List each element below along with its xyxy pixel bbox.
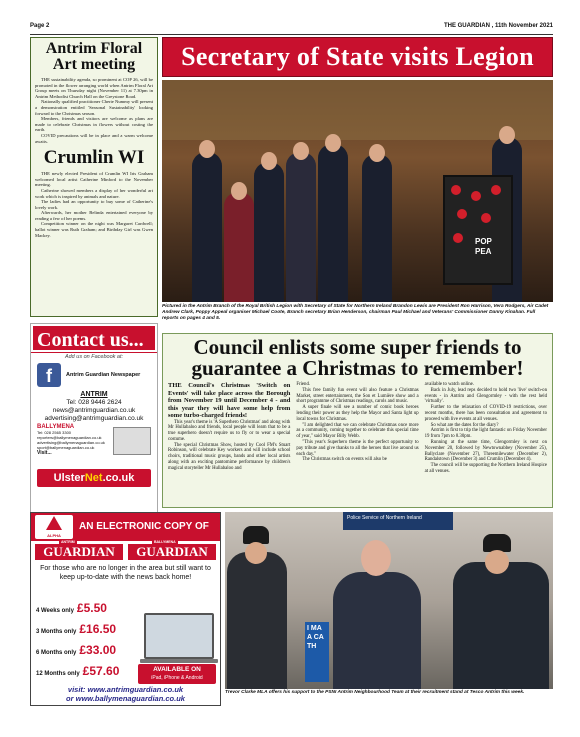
photo-mla [333, 572, 421, 689]
crumlin-paragraph: Catherine showed members a display of her wonderful art work which is inspired by animals and nature. [35, 187, 153, 199]
price-row: 6 Months only £33.00 [36, 643, 117, 657]
psni-photo [225, 512, 553, 689]
alpha-logo [35, 515, 73, 539]
council-columns [168, 382, 547, 475]
photo-person [286, 152, 316, 302]
antrim-tel: Tel: 028 9446 2624 [66, 399, 122, 406]
floral-paragraph: COVID precautions will be in place and a warm welcome awaits. [35, 132, 153, 144]
price-list [36, 598, 119, 682]
poppy [491, 185, 501, 195]
council-paragraph: So what are the dates for the diary? [430, 422, 499, 428]
floral-paragraph: THE sustainability agenda, so prominent at COP 26, will be promoted in the flower arranging world when Antrim Floral Art Group meets on Thursday night (November 11) at 7.30pm in Antrim Methodist Church Hall on the Greystone Road. [35, 77, 153, 99]
ballymena-news-email[interactable]: reporters@ballymenaguardian.co.uk [37, 435, 102, 440]
contact-headline: Contact us... [31, 324, 157, 352]
ballymena-guardian-top: BALLYMENA [154, 540, 176, 544]
council-paragraph: The special Christmas Show, hosted by Cool FM's Stuart Robinson, will celebrate Key workers and will include school choirs, traditional music groups, bands and other local artists along with an exciting pantomime performance by children's magical storyteller Mr Hullabaloo and [168, 442, 291, 471]
price-value: £33.00 [79, 643, 117, 657]
ballymena-name: BALLYMENA [37, 424, 75, 430]
available-platforms: iPad, iPhone & Android [151, 675, 203, 681]
photo-face [369, 144, 385, 162]
antrim-guardian-top: ANTRIM [61, 540, 75, 544]
left-column [30, 37, 158, 526]
crumlin-paragraph: Afterwards, her mother Belinda entertained everyone by reading a few of her poems. [35, 210, 153, 221]
crumlin-paragraph: The ladies had an opportunity to buy some of Catherine's lovely work. [35, 199, 153, 210]
council-paragraph: "This year's Superhero theme is the perfect opportunity to pay tribute and give thanks to all the heroes that live around us each day." [296, 439, 419, 457]
visit-label: Visit... [37, 450, 52, 456]
website-screenshot [113, 427, 151, 455]
photo-officer [227, 552, 287, 689]
council-headline: Council enlists some super friends to guarantee a Christmas to remember! [191, 335, 524, 380]
floral-paragraph: Members, friends and visitors are welcome as plans are made to celebrate Christmas in flowers without costing the earth. [35, 116, 153, 133]
ad-visit-links[interactable] [31, 685, 220, 703]
photo-person [318, 144, 348, 302]
facebook-icon[interactable]: f [37, 363, 61, 387]
poppy [471, 191, 481, 201]
poppy-board-text: POP PEA [475, 237, 492, 256]
photo-face [485, 550, 509, 574]
ulster-word: Ulster [53, 472, 85, 484]
secretary-headline: Secretary of State visits Legion [162, 37, 553, 77]
psni-banner: Police Service of Northern Ireland [343, 512, 453, 530]
ad-headline-text: AN ELECTRONIC COPY OF [79, 521, 209, 532]
photo-person [192, 152, 222, 302]
photo-face [293, 142, 309, 160]
alpha-label: ALPHA [47, 533, 61, 538]
legion-caption: Pictured in the Antrim Branch of the Royal British Legion with Secretary of State for Northern Ireland Brandon Lewis are President Ron Harrison, Vera Rodgers, Air Cadet Andrew Clark, Poppy Appeal organiser Michael Coote, Branch secretary Brian Henderson, chairman Paul Michael and Veterans' Commissioner Danny Kinahan. Full reports on pages 4 and 5. [162, 304, 549, 321]
council-paragraph: Back in July, lead reps decided to hold two 'live' switch-on events - in Antrim and Glengormley - with the rest held 'virtually'. [424, 387, 547, 405]
council-paragraph: Friend. [296, 382, 311, 387]
floral-paragraph: Nationally qualified practitioner Cherie Nummy will present a demonstration entitled 'Seasonal Sustainability' looking forward to the Christmas season. [35, 99, 153, 116]
council-paragraph: The council will be supporting the Northern Ireland Hospice at all venues. [424, 463, 547, 474]
contact-box [30, 323, 158, 526]
antrim-url[interactable]: visit: www.antrimguardian.co.uk [67, 685, 184, 694]
couk-word: .co.uk [102, 472, 135, 484]
available-badge [138, 664, 216, 684]
council-paragraph: This year's theme is 'A Superhero Christmas' and along with Mr Hullabaloo and friends, local people will learn that to be a true superhero doesn't require us to fly or to wear a special costume. [168, 419, 291, 442]
page-header [30, 23, 553, 35]
council-lead: THE Council's Christmas 'Switch on Events' will take place across the Borough from November 19 until December 4 - and this year they will have some help from some turbo-charged friends! [168, 382, 291, 419]
alpha-triangle-icon [46, 516, 62, 530]
photo-face [325, 134, 341, 152]
laptop-icon [144, 613, 214, 659]
council-paragraph: This free family fun event will also feature a Christmas Market, street entertainment, the Son et Lumière show and a short programme of Christmas readings, carols and music. [296, 387, 419, 405]
floral-article [30, 37, 158, 317]
facebook-row[interactable] [31, 360, 157, 390]
ad-intro: For those who are no longer in the area but still want to keep up-to-date with the news back home! [40, 565, 211, 581]
antrim-news-email[interactable]: news@antrimguardian.co.uk [52, 407, 136, 414]
crumlin-paragraph: Competition winner on the night was Margaret Cardwell; ballot winner was Ruth Graham; and Birthday Girl was Gwen Mackey. [35, 221, 153, 238]
photo-face [245, 542, 267, 564]
legion-photo [162, 80, 553, 302]
photo-person [254, 162, 284, 302]
crumlin-body [35, 171, 153, 238]
council-paragraph: "I am delighted that we can celebrate Christmas once more as a community, coming together to celebrate this special time of year," said Mayor Billy Webb. [296, 422, 419, 440]
poppy [453, 233, 463, 243]
price-value: £5.50 [76, 601, 107, 615]
fb-added-label: Add us on Facebook at: [64, 354, 124, 360]
facebook-name: Antrim Guardian Newspaper [66, 372, 141, 378]
paper-date: THE GUARDIAN , 11th November 2021 [443, 23, 553, 29]
poppy [481, 213, 491, 223]
ballymena-url[interactable]: or www.ballymenaguardian.co.uk [66, 694, 185, 703]
photo-wall [162, 80, 553, 140]
price-value: £16.50 [79, 622, 117, 636]
ballymena-sport-email[interactable]: sport@ballymenaguardian.co.uk [37, 445, 95, 450]
crumlin-headline: Crumlin WI [43, 147, 145, 169]
poppy [457, 209, 467, 219]
antrim-contact [31, 391, 157, 423]
price-row: 12 Months only £57.60 [36, 664, 120, 678]
electronic-copy-ad[interactable] [30, 512, 221, 706]
photo-face [199, 140, 215, 158]
council-column-2 [296, 382, 418, 475]
floral-body [35, 77, 153, 144]
council-paragraph: available to watch online. [424, 382, 474, 387]
council-paragraph: Antrim is first to trip the light fantastic on Friday November 19 from 7pm to 8.30pm. [424, 428, 547, 440]
council-column-3 [425, 382, 547, 475]
photo-face [261, 152, 277, 170]
page-number: Page 2 [30, 23, 50, 29]
poppy [451, 185, 461, 195]
laptop-base [140, 659, 218, 663]
antrim-name: ANTRIM [80, 391, 108, 398]
council-column-1 [168, 382, 290, 475]
psni-caption: Trevor Clarke MLA offers his support to the PSNI Antrim Neighbourhood Team at their recruitment stand at Tesco Antrim this week. [225, 690, 525, 695]
photo-officer [453, 562, 549, 689]
recruitment-screen: I MA A CA TH [305, 622, 329, 682]
council-paragraph: The Christmas switch on events will also be [302, 457, 387, 463]
net-word: Net [84, 472, 103, 484]
council-paragraph: Running at the same time, Glengormley is next on November 20, followed by Newtownabbey (November 25), Ballyclare (November 27), Threemilewater (December 2), Randalstown (December 3) and Crumlin (December 4). [424, 439, 547, 463]
ballymena-guardian-logo: BALLYMENA GUARDIAN [128, 544, 216, 560]
antrim-adv-email[interactable]: advertising@antrimguardian.co.uk [44, 415, 144, 422]
council-article [162, 333, 553, 508]
price-row: 4 Weeks only £5.50 [36, 601, 107, 615]
photo-person [224, 192, 254, 302]
floral-headline: Antrim Floral Art meeting [45, 40, 143, 73]
guardian-logos [31, 541, 220, 563]
price-row: 3 Months only £16.50 [36, 622, 117, 636]
available-label: AVAILABLE ON [153, 666, 201, 673]
ulsternet-logo[interactable] [37, 469, 151, 487]
poppy-appeal-board [443, 175, 513, 285]
council-paragraph: A super finale will see a number of comic book heroes lending their power as they help the Mayor and Santa light up local towns for Christmas. [296, 405, 419, 422]
price-value: £57.60 [82, 664, 120, 678]
photo-face [231, 182, 247, 200]
antrim-guardian-logo: ANTRIM GUARDIAN [35, 544, 123, 560]
ballymena-contact [31, 423, 157, 467]
council-paragraph: Further to the relaxation of COVID-19 restrictions, over recent months, there has been consultation and agreement to proceed with live events at all venues. [424, 405, 547, 422]
crumlin-paragraph: THE newly elected President of Crumlin WI Iris Graham welcomed local artist Catherine Minford to the November meeting. [35, 171, 153, 188]
ballymena-tel: Tel: 028 2565 3300 [37, 430, 72, 435]
photo-face [499, 126, 515, 144]
photo-person [362, 154, 392, 302]
ad-headline [31, 513, 220, 541]
ballymena-adv-email[interactable]: advertising@ballymenaguardian.co.uk [37, 440, 105, 445]
photo-face [361, 540, 391, 576]
